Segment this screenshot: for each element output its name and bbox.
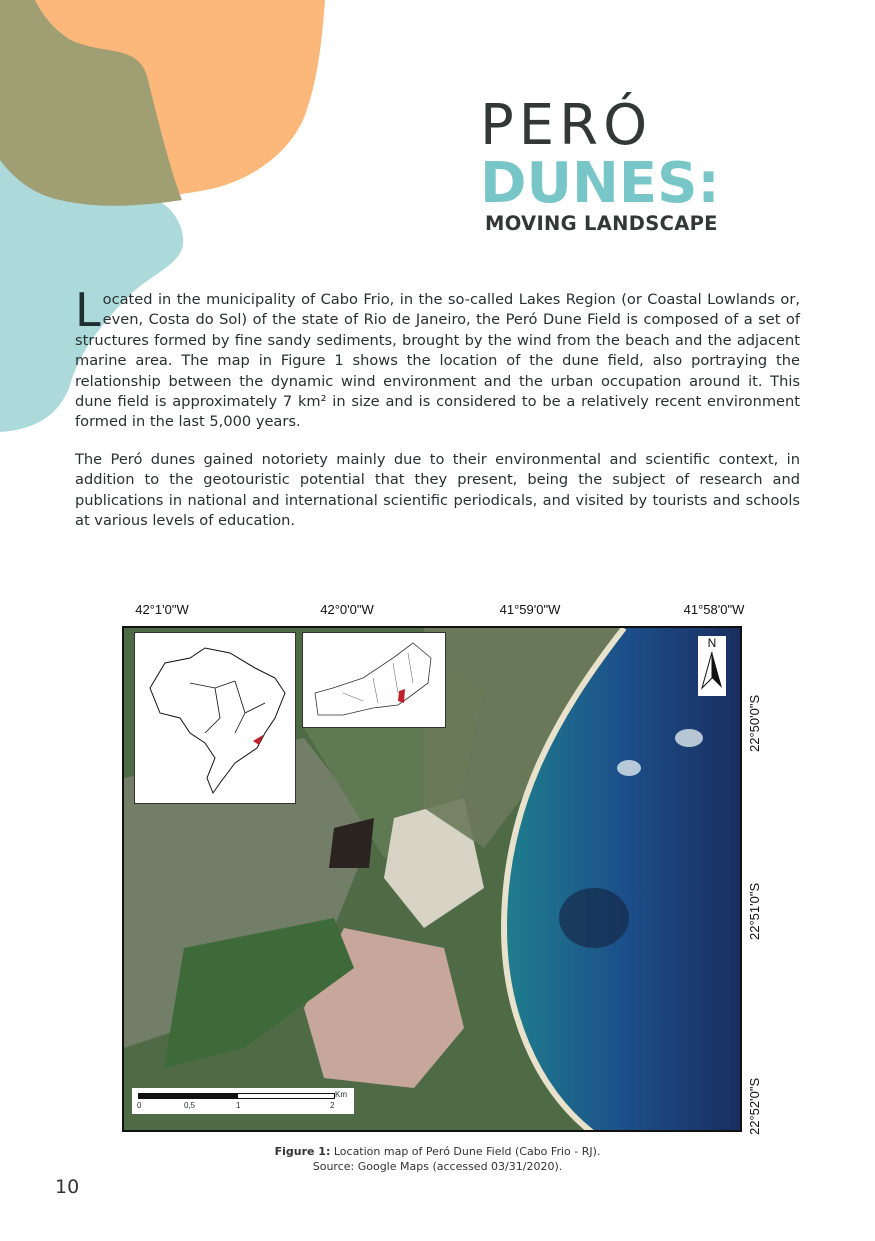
north-arrow-icon <box>698 650 726 692</box>
scale-unit: Km <box>335 1090 347 1099</box>
scale-tick: 0 <box>137 1101 142 1110</box>
figure-map <box>122 600 782 1140</box>
scale-bar-black <box>138 1093 237 1099</box>
rio-state-outline <box>303 633 445 727</box>
subtitle: MOVING LANDSCAPE <box>485 212 718 235</box>
title-line-1: PERÓ <box>480 93 653 158</box>
figure-source: Source: Google Maps (accessed 03/31/2020). <box>312 1160 563 1173</box>
longitude-label: 42°0'0"W <box>320 602 374 617</box>
longitude-label: 41°59'0"W <box>499 602 561 617</box>
page-number: 10 <box>55 1176 80 1198</box>
longitude-label: 41°58'0"W <box>683 602 745 617</box>
north-label: N <box>707 636 717 650</box>
latitude-label: 22°52'0"S <box>747 1077 762 1135</box>
caption-text: Location map of Peró Dune Field (Cabo Frio - RJ). <box>330 1145 601 1158</box>
brazil-inset-map <box>134 632 296 804</box>
rio-state-inset-map <box>302 632 446 728</box>
latitude-label: 22°51'0"S <box>747 882 762 940</box>
scale-tick: 0,5 <box>184 1101 196 1110</box>
paragraph-2: The Peró dunes gained notoriety mainly due to their environmental and scientific context, in addition to the geotouristic potential that they present, being the subject of research and publications in national and international scientific periodicals, and visited by tourists and schools at various levels of education. <box>75 451 800 530</box>
longitude-label: 42°1'0"W <box>135 602 189 617</box>
north-arrow <box>698 636 726 696</box>
title-line-2: DUNES: <box>480 151 720 216</box>
paragraph-1-text: ocated in the municipality of Cabo Frio, in the so-called Lakes Region (or Coastal Lowlands or, even, Costa do Sol) of the state of Rio de Janeiro, the Peró Dune Field is composed of a set of structures formed by fine sandy sediments, brought by the wind from the beach and the adjacent marine area. The map in Figure 1 shows the location of the dune field, also portraying the relationship between the dynamic wind environment and the urban occupation around it. This dune field is approximately 7 km² in size and is considered to be a relatively recent environment formed in the last 5,000 years. <box>75 291 800 431</box>
scale-bar <box>132 1088 354 1114</box>
paragraph-1 <box>75 283 800 433</box>
scale-bar-white <box>237 1093 335 1099</box>
title-block <box>480 93 780 235</box>
brazil-outline <box>135 633 295 803</box>
figure-caption <box>180 1144 695 1159</box>
scale-tick: 2 <box>330 1101 335 1110</box>
latitude-label: 22°50'0"S <box>747 694 762 752</box>
satellite-map <box>122 626 742 1132</box>
scale-tick: 1 <box>236 1101 241 1110</box>
drop-cap: L <box>75 283 101 337</box>
caption-label: Figure 1: <box>274 1145 331 1158</box>
